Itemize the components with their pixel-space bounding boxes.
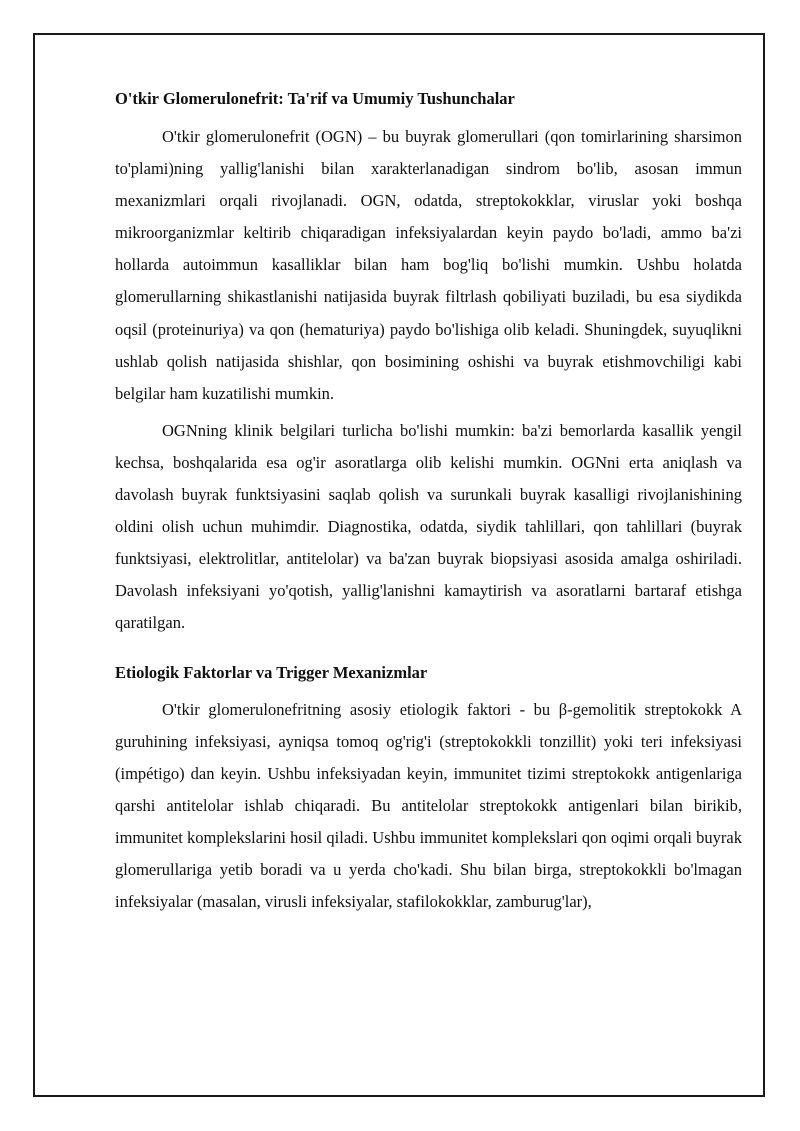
document-body <box>115 88 742 918</box>
paragraph-definition: O'tkir glomerulonefrit (OGN) – bu buyrak glomerullari (qon tomirlarining sharsimon to'plami)ning yallig'lanishi bilan xarakterlanadigan sindrom bo'lib, asosan immun mexanizmlari orqali rivojlanadi. OGN, odatda, streptokokklar, viruslar yoki boshqa mikroorganizmlar keltirib chiqaradigan infeksiyalardan keyin paydo bo'ladi, ammo ba'zi hollarda autoimmun kasalliklar bilan ham bog'liq bo'lishi mumkin. Ushbu holatda glomerullarning shikastlanishi natijasida buyrak filtrlash qobiliyati buziladi, bu esa siydikda oqsil (proteinuriya) va qon (hematuriya) paydo bo'lishiga olib keladi. Shuningdek, suyuqlikni ushlab qolish natijasida shishlar, qon bosimining oshishi va buyrak etishmovchiligi kabi belgilar ham kuzatilishi mumkin. <box>115 127 742 403</box>
section-heading-definition: O'tkir Glomerulonefrit: Ta'rif va Umumiy Tushunchalar <box>115 89 515 108</box>
section-heading-etiology: Etiologik Faktorlar va Trigger Mexanizmlar <box>115 662 428 682</box>
paragraph-clinical-signs: OGNning klinik belgilari turlicha bo'lishi mumkin: ba'zi bemorlarda kasallik yengil kechsa, boshqalarida esa og'ir asoratlarga olib kelishi mumkin. OGNni erta aniqlash va davolash buyrak funktsiyasini saqlab qolish va surunkali buyrak kasalligi rivojlanishining oldini olish uchun muhimdir. Diagnostika, odatda, siydik tahlillari, qon tahlillari (buyrak funktsiyasi, elektrolitlar, antitelolar) va ba'zan buyrak biopsiyasi asosida amalga oshiriladi. Davolash infeksiyani yo'qotish, yallig'lanishni kamaytirish va asoratlarni bartaraf etishga qaratilgan. <box>115 420 742 633</box>
paragraph-etiology: O'tkir glomerulonefritning asosiy etiologik faktori - bu β-gemolitik streptokokk A guruhining infeksiyasi, ayniqsa tomoq og'rig'i (streptokokkli tonzillit) yoki teri infeksiyasi (impétigo) dan keyin. Ushbu infeksiyadan keyin, immunitet tizimi streptokokk antigenlariga qarshi antitelolar ishlab chiqaradi. Bu antitelolar streptokokk antigenlari bilan birikib, immunitet komplekslarini hosil qiladi. Ushbu immunitet komplekslari qon oqimi orqali buyrak glomerullariga yetib boradi va u yerda cho'kadi. Shu bilan birga, streptokokkli bo'lmagan infeksiyalar (masalan, virusli infeksiyalar, stafilokokklar, zamburug'lar), <box>115 699 742 912</box>
